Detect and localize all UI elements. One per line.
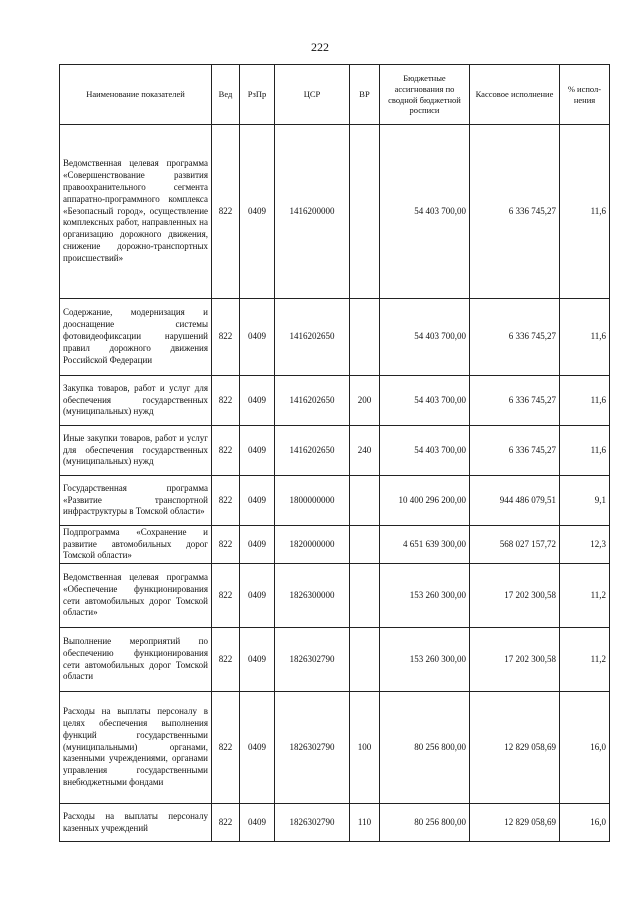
row-name: Иные закупки товаров, работ и услуг для обеспечения государственных (муниципальных) нужд	[60, 426, 212, 476]
row-vr: 200	[350, 376, 380, 426]
row-percent: 11,6	[560, 299, 610, 376]
row-ved: 822	[212, 376, 240, 426]
row-percent: 9,1	[560, 476, 610, 526]
row-rzpr: 0409	[240, 804, 275, 842]
row-name: Подпрограмма «Сохранение и развитие автомобильных дорог Томской области»	[60, 526, 212, 564]
row-csr: 1820000000	[275, 526, 350, 564]
header-rzpr: РзПр	[240, 65, 275, 125]
row-vr	[350, 628, 380, 692]
row-ved: 822	[212, 125, 240, 299]
table-row	[60, 125, 610, 299]
row-csr: 1826302790	[275, 804, 350, 842]
row-name: Расходы на выплаты персоналу в целях обеспечения выполнения функций государственными (муниципальными) органами, казенными учреждениями, органами управления государственными внебюджетными фондами	[60, 692, 212, 804]
row-csr: 1416202650	[275, 426, 350, 476]
row-name: Выполнение мероприятий по обеспечению функционирования сети автомобильных дорог Томской области	[60, 628, 212, 692]
row-cash: 6 336 745,27	[470, 299, 560, 376]
row-name: Государственная программа «Развитие транспортной инфраструктуры в Томской области»	[60, 476, 212, 526]
header-name: Наименование показателей	[60, 65, 212, 125]
row-vr	[350, 299, 380, 376]
row-budget: 10 400 296 200,00	[380, 476, 470, 526]
row-ved: 822	[212, 628, 240, 692]
row-cash: 6 336 745,27	[470, 426, 560, 476]
row-rzpr: 0409	[240, 376, 275, 426]
row-cash: 17 202 300,58	[470, 628, 560, 692]
row-budget: 80 256 800,00	[380, 804, 470, 842]
row-percent: 16,0	[560, 804, 610, 842]
table-row	[60, 526, 610, 564]
row-ved: 822	[212, 804, 240, 842]
row-budget: 54 403 700,00	[380, 426, 470, 476]
table-row	[60, 804, 610, 842]
row-name: Закупка товаров, работ и услуг для обеспечения государственных (муниципальных) нужд	[60, 376, 212, 426]
row-name: Расходы на выплаты персоналу казенных учреждений	[60, 804, 212, 842]
row-vr	[350, 476, 380, 526]
page-number: 222	[311, 40, 329, 54]
row-cash: 6 336 745,27	[470, 376, 560, 426]
row-name: Ведомственная целевая программа «Совершенствование развития правоохранительного сегмента аппаратно-программного комплекса «Безопасный город», осуществление комплексных работ, направленных на организацию дорожного движения, снижение дорожно-транспортных происшествий»	[60, 125, 212, 299]
budget-execution-table	[59, 64, 610, 842]
row-vr	[350, 564, 380, 628]
row-vr: 240	[350, 426, 380, 476]
table-row	[60, 376, 610, 426]
row-vr	[350, 125, 380, 299]
row-budget: 80 256 800,00	[380, 692, 470, 804]
row-ved: 822	[212, 299, 240, 376]
table-row	[60, 692, 610, 804]
row-csr: 1416202650	[275, 376, 350, 426]
table-row	[60, 628, 610, 692]
row-cash: 568 027 157,72	[470, 526, 560, 564]
table-row	[60, 564, 610, 628]
row-ved: 822	[212, 426, 240, 476]
row-percent: 11,2	[560, 628, 610, 692]
header-budget: Бюджетные ассигнования по сводной бюджетной росписи	[380, 65, 470, 125]
row-rzpr: 0409	[240, 526, 275, 564]
row-budget: 54 403 700,00	[380, 299, 470, 376]
row-budget: 4 651 639 300,00	[380, 526, 470, 564]
row-rzpr: 0409	[240, 564, 275, 628]
row-ved: 822	[212, 476, 240, 526]
row-csr: 1826302790	[275, 628, 350, 692]
row-percent: 11,6	[560, 125, 610, 299]
row-percent: 16,0	[560, 692, 610, 804]
row-csr: 1826302790	[275, 692, 350, 804]
row-name: Содержание, модернизация и дооснащение системы фотовидеофиксации нарушений правил дорожного движения Российской Федерации	[60, 299, 212, 376]
row-rzpr: 0409	[240, 125, 275, 299]
row-cash: 944 486 079,51	[470, 476, 560, 526]
row-percent: 11,2	[560, 564, 610, 628]
row-csr: 1416200000	[275, 125, 350, 299]
row-rzpr: 0409	[240, 426, 275, 476]
row-ved: 822	[212, 564, 240, 628]
table-row	[60, 476, 610, 526]
row-percent: 11,6	[560, 376, 610, 426]
row-cash: 17 202 300,58	[470, 564, 560, 628]
header-cash: Кассовое исполнение	[470, 65, 560, 125]
row-cash: 12 829 058,69	[470, 804, 560, 842]
row-cash: 6 336 745,27	[470, 125, 560, 299]
row-vr: 110	[350, 804, 380, 842]
row-rzpr: 0409	[240, 299, 275, 376]
row-csr: 1416202650	[275, 299, 350, 376]
row-ved: 822	[212, 526, 240, 564]
row-vr: 100	[350, 692, 380, 804]
table-header-row	[60, 65, 610, 125]
header-vr: ВР	[350, 65, 380, 125]
table-row	[60, 426, 610, 476]
row-percent: 11,6	[560, 426, 610, 476]
header-percent: % испол-нения	[560, 65, 610, 125]
row-vr	[350, 526, 380, 564]
row-csr: 1826300000	[275, 564, 350, 628]
row-rzpr: 0409	[240, 628, 275, 692]
row-ved: 822	[212, 692, 240, 804]
table-row	[60, 299, 610, 376]
header-csr: ЦСР	[275, 65, 350, 125]
row-percent: 12,3	[560, 526, 610, 564]
row-rzpr: 0409	[240, 692, 275, 804]
row-budget: 153 260 300,00	[380, 564, 470, 628]
header-ved: Вед	[212, 65, 240, 125]
row-name: Ведомственная целевая программа «Обеспечение функционирования сети автомобильных дорог Томской области»	[60, 564, 212, 628]
row-budget: 54 403 700,00	[380, 376, 470, 426]
row-budget: 153 260 300,00	[380, 628, 470, 692]
row-budget: 54 403 700,00	[380, 125, 470, 299]
row-cash: 12 829 058,69	[470, 692, 560, 804]
row-rzpr: 0409	[240, 476, 275, 526]
row-csr: 1800000000	[275, 476, 350, 526]
